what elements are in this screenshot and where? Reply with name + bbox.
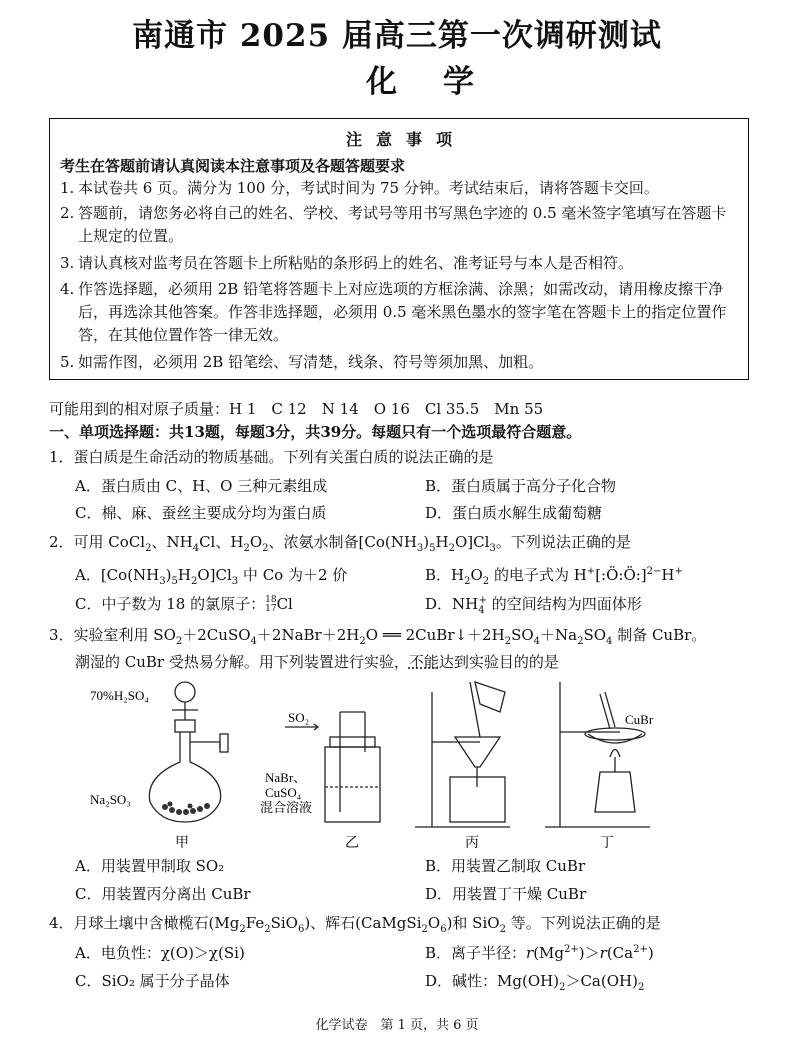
notice-item: 5. 如需作图，必须用 2B 铅笔绘、写清楚，线条、符号等须加黑、加粗。: [60, 353, 544, 371]
q1-option-c: C．棉、麻、蚕丝主要成分均为蛋白质: [75, 504, 327, 522]
notice-item: 4. 作答选择题，必须用 2B 铅笔将答题卡上对应选项的方框涂满、涂黑；如需改动，请用橡皮擦干净后，再选涂其他答案。作答非选择题，必须用 0.5 毫米黑色墨水的签字笔在答题卡上的指定位置作答，在其他位置作答一律无效。: [60, 280, 727, 344]
q3-option-a: A．用装置甲制取 SO₂: [75, 857, 225, 875]
q1-option-b: B．蛋白质属于高分子化合物: [425, 477, 617, 495]
q4-option-c: C．SiO₂ 属于分子晶体: [75, 972, 230, 990]
label-mix1: NaBr、: [265, 770, 307, 785]
q3-option-c: C．用装置丙分离出 CuBr: [75, 885, 251, 903]
label-cubr: CuBr: [625, 712, 654, 727]
apparatus-name: 乙: [345, 835, 359, 851]
q1-option-d: D．蛋白质水解生成葡萄糖: [425, 504, 603, 522]
q4-option-b: B．离子半径：$r(Mg^{2+})>r(Ca^{2+})$: [425, 944, 654, 962]
q2-option-b: B．$H_2O_2$ 的电子式为 H+[:Ö:Ö:]$^{2-}$H+: [425, 566, 683, 587]
notice-item: 1. 本试卷共 6 页。满分为 100 分，考试时间为 75 分钟。考试结束后，请将答题卡交回。: [60, 179, 659, 197]
label-acid: 70%H₂SO₄: [90, 688, 149, 703]
section-heading: 一、单项选择题：共13题，每题3分，共39分。每题只有一个选项最符合题意。: [49, 423, 582, 441]
exam-title: 南通市 2025 届高三第一次调研测试: [132, 18, 662, 54]
atomic-masses: 可能用到的相对原子质量：H 1 C 12 N 14 O 16 Cl 35.5 Mn 55: [49, 400, 544, 418]
notice-box: [49, 118, 749, 380]
q4-option-d: D．碱性：$Mg(OH)_2>Ca(OH)_2$: [425, 972, 645, 993]
q2-option-d: D．$NH_4^+$ 的空间结构为四面体形: [425, 595, 642, 616]
q2-option-a: A．$[Co(NH_3)_5H_2O]Cl_3$ 中 Co 为＋2 价: [75, 566, 348, 587]
notice-item: 3. 请认真核对监考员在答题卡上所粘贴的条形码上的姓名、准考证号与本人是否相符。: [60, 254, 634, 272]
apparatus-name: 丁: [600, 835, 614, 851]
label-salt: Na₂SO₃: [90, 792, 131, 807]
apparatus-figure: [60, 672, 740, 852]
apparatus-name: 丙: [465, 835, 479, 851]
apparatus-bing: [415, 682, 510, 827]
page-footer: 化学试卷 第 1 页，共 6 页: [315, 1018, 479, 1033]
subject-title: 化学: [366, 64, 520, 100]
label-mix3: 混合溶液: [260, 801, 313, 816]
notice-subheading: 考生在答题前请认真阅读本注意事项及各题答题要求: [60, 157, 406, 175]
notice-item: 2. 答题前，请您务必将自己的姓名、学校、考试号等用书写黑色字迹的 0.5 毫米签字笔填写在答题卡上规定的位置。: [60, 204, 727, 245]
apparatus-jia: [149, 682, 228, 822]
question-2-stem: 2．可用 CoCl$_2$、$NH_4Cl$、$H_2O_2$、浓氨水制备$[Co(NH_3)_5H_2O]Cl_3$。下列说法正确的是: [49, 533, 631, 554]
notice-heading: 注意事项: [345, 130, 466, 149]
question-4-stem: 4．月球土壤中含橄榄石$(Mg_2Fe_2SiO_6)$、辉石$(CaMgSi_2O_6)$和 SiO$_2$ 等。下列说法正确的是: [49, 914, 661, 935]
q3-option-b: B．用装置乙制取 CuBr: [425, 857, 586, 875]
apparatus-name: 甲: [175, 835, 189, 851]
label-mix2: CuSO₄: [265, 785, 302, 800]
q2-option-c: C．中子数为 18 的氯原子：18 17Cl: [75, 595, 293, 614]
emphasis-not: 不能: [408, 653, 439, 671]
q3-option-d: D．用装置丁干燥 CuBr: [425, 885, 587, 903]
apparatus-ding: [545, 682, 650, 827]
question-3-stem-line2: 潮湿的 CuBr 受热易分解。用下列装置进行实验，不能达到实验目的的是: [75, 653, 559, 671]
q1-option-a: A．蛋白质由 C、H、O 三种元素组成: [75, 477, 328, 495]
question-3-stem-line1: 3．实验室利用 $SO_2+2CuSO_4+2NaBr+2H_2O$ ══ $2CuBr↓+2H_2SO_4+Na_2SO_4$ 制备 CuBr。: [49, 626, 707, 647]
question-1-stem: 1．蛋白质是生命活动的物质基础。下列有关蛋白质的说法正确的是: [49, 448, 494, 466]
q4-option-a: A．电负性：χ(O)＞χ(Si): [75, 944, 245, 962]
label-gas: SO₂: [288, 710, 310, 725]
